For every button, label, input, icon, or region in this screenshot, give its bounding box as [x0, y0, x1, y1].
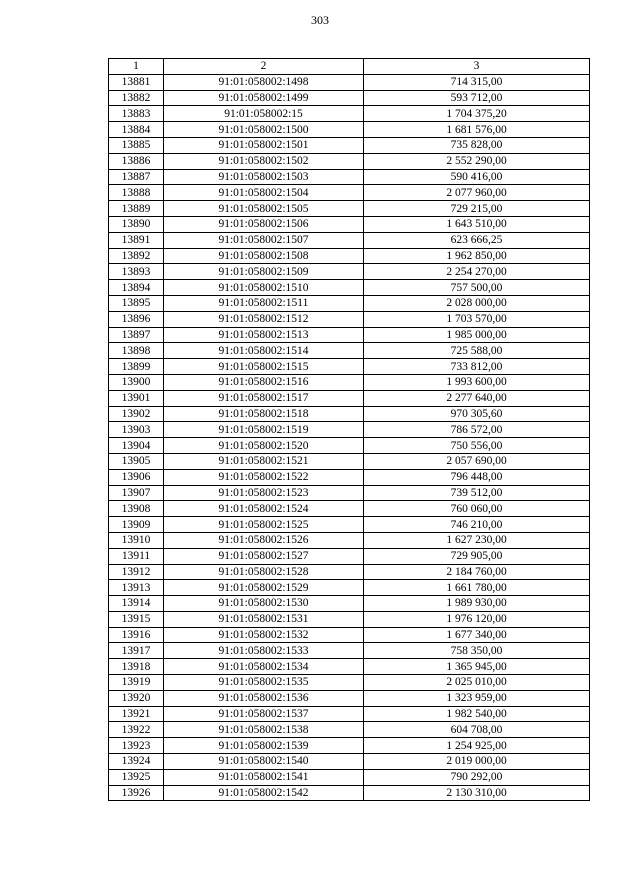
- value-cell: 739 512,00: [364, 485, 590, 501]
- table-row: [109, 485, 590, 501]
- cadastral-number-cell: 91:01:058002:1541: [164, 769, 364, 785]
- value-cell: 2 019 000,00: [364, 754, 590, 770]
- table-body: [109, 74, 590, 801]
- row-number-cell: 13892: [109, 248, 164, 264]
- cadastral-number-cell: 91:01:058002:1504: [164, 185, 364, 201]
- value-cell: 796 448,00: [364, 469, 590, 485]
- row-number-cell: 13906: [109, 469, 164, 485]
- row-number-cell: 13923: [109, 738, 164, 754]
- value-cell: 1 677 340,00: [364, 627, 590, 643]
- registry-table: [108, 58, 590, 801]
- table-row: [109, 596, 590, 612]
- table-row: [109, 611, 590, 627]
- value-cell: 593 712,00: [364, 90, 590, 106]
- row-number-cell: 13902: [109, 406, 164, 422]
- table-row: [109, 232, 590, 248]
- table-row: [109, 201, 590, 217]
- cadastral-number-cell: 91:01:058002:1511: [164, 295, 364, 311]
- row-number-cell: 13919: [109, 675, 164, 691]
- table-row: [109, 248, 590, 264]
- row-number-cell: 13914: [109, 596, 164, 612]
- cadastral-number-cell: 91:01:058002:1522: [164, 469, 364, 485]
- row-number-cell: 13882: [109, 90, 164, 106]
- cadastral-number-cell: 91:01:058002:1505: [164, 201, 364, 217]
- cadastral-number-cell: 91:01:058002:1525: [164, 517, 364, 533]
- table-row: [109, 422, 590, 438]
- table-row: [109, 406, 590, 422]
- value-cell: 1 661 780,00: [364, 580, 590, 596]
- row-number-cell: 13920: [109, 690, 164, 706]
- table-row: [109, 785, 590, 801]
- cadastral-number-cell: 91:01:058002:1539: [164, 738, 364, 754]
- row-number-cell: 13917: [109, 643, 164, 659]
- value-cell: 714 315,00: [364, 74, 590, 90]
- row-number-cell: 13887: [109, 169, 164, 185]
- value-cell: 786 572,00: [364, 422, 590, 438]
- value-cell: 623 666,25: [364, 232, 590, 248]
- table-row: [109, 564, 590, 580]
- value-cell: 757 500,00: [364, 280, 590, 296]
- row-number-cell: 13905: [109, 453, 164, 469]
- cadastral-number-cell: 91:01:058002:1503: [164, 169, 364, 185]
- row-number-cell: 13912: [109, 564, 164, 580]
- row-number-cell: 13897: [109, 327, 164, 343]
- cadastral-number-cell: 91:01:058002:1528: [164, 564, 364, 580]
- row-number-cell: 13890: [109, 216, 164, 232]
- row-number-cell: 13900: [109, 374, 164, 390]
- value-cell: 1 962 850,00: [364, 248, 590, 264]
- row-number-cell: 13893: [109, 264, 164, 280]
- table-row: [109, 216, 590, 232]
- value-cell: 1 703 570,00: [364, 311, 590, 327]
- cadastral-number-cell: 91:01:058002:1520: [164, 438, 364, 454]
- row-number-cell: 13894: [109, 280, 164, 296]
- header-col-1: 1: [109, 59, 164, 75]
- value-cell: 2 028 000,00: [364, 295, 590, 311]
- value-cell: 1 993 600,00: [364, 374, 590, 390]
- value-cell: 590 416,00: [364, 169, 590, 185]
- cadastral-number-cell: 91:01:058002:1509: [164, 264, 364, 280]
- table-row: [109, 501, 590, 517]
- header-col-2: 2: [164, 59, 364, 75]
- cadastral-number-cell: 91:01:058002:1524: [164, 501, 364, 517]
- table-row: [109, 74, 590, 90]
- page-number: 303: [311, 13, 329, 27]
- value-cell: 1 976 120,00: [364, 611, 590, 627]
- cadastral-number-cell: 91:01:058002:1538: [164, 722, 364, 738]
- table-row: [109, 675, 590, 691]
- value-cell: 2 254 270,00: [364, 264, 590, 280]
- value-cell: 1 982 540,00: [364, 706, 590, 722]
- row-number-cell: 13899: [109, 359, 164, 375]
- table-row: [109, 185, 590, 201]
- table-row: [109, 343, 590, 359]
- row-number-cell: 13924: [109, 754, 164, 770]
- table-row: [109, 517, 590, 533]
- row-number-cell: 13901: [109, 390, 164, 406]
- row-number-cell: 13925: [109, 769, 164, 785]
- table-row: [109, 532, 590, 548]
- cadastral-number-cell: 91:01:058002:1513: [164, 327, 364, 343]
- cadastral-number-cell: 91:01:058002:1518: [164, 406, 364, 422]
- table-row: [109, 469, 590, 485]
- cadastral-number-cell: 91:01:058002:1521: [164, 453, 364, 469]
- table-row: [109, 122, 590, 138]
- row-number-cell: 13922: [109, 722, 164, 738]
- table-row: [109, 311, 590, 327]
- cadastral-number-cell: 91:01:058002:15: [164, 106, 364, 122]
- row-number-cell: 13915: [109, 611, 164, 627]
- value-cell: 2 184 760,00: [364, 564, 590, 580]
- value-cell: 746 210,00: [364, 517, 590, 533]
- value-cell: 733 812,00: [364, 359, 590, 375]
- table-row: [109, 722, 590, 738]
- cadastral-number-cell: 91:01:058002:1506: [164, 216, 364, 232]
- value-cell: 2 277 640,00: [364, 390, 590, 406]
- value-cell: 1 704 375,20: [364, 106, 590, 122]
- cadastral-number-cell: 91:01:058002:1529: [164, 580, 364, 596]
- table-row: [109, 769, 590, 785]
- cadastral-number-cell: 91:01:058002:1542: [164, 785, 364, 801]
- table-row: [109, 754, 590, 770]
- table-row: [109, 374, 590, 390]
- table-row: [109, 706, 590, 722]
- table-row: [109, 169, 590, 185]
- cadastral-number-cell: 91:01:058002:1510: [164, 280, 364, 296]
- row-number-cell: 13918: [109, 659, 164, 675]
- table-row: [109, 359, 590, 375]
- table-header: [109, 59, 590, 75]
- cadastral-number-cell: 91:01:058002:1508: [164, 248, 364, 264]
- value-cell: 735 828,00: [364, 137, 590, 153]
- cadastral-number-cell: 91:01:058002:1535: [164, 675, 364, 691]
- row-number-cell: 13898: [109, 343, 164, 359]
- row-number-cell: 13909: [109, 517, 164, 533]
- value-cell: 1 989 930,00: [364, 596, 590, 612]
- value-cell: 750 556,00: [364, 438, 590, 454]
- table-row: [109, 659, 590, 675]
- cadastral-number-cell: 91:01:058002:1507: [164, 232, 364, 248]
- cadastral-number-cell: 91:01:058002:1519: [164, 422, 364, 438]
- table-row: [109, 438, 590, 454]
- value-cell: 725 588,00: [364, 343, 590, 359]
- row-number-cell: 13881: [109, 74, 164, 90]
- cadastral-number-cell: 91:01:058002:1523: [164, 485, 364, 501]
- value-cell: 1 643 510,00: [364, 216, 590, 232]
- value-cell: 1 681 576,00: [364, 122, 590, 138]
- cadastral-number-cell: 91:01:058002:1540: [164, 754, 364, 770]
- cadastral-number-cell: 91:01:058002:1530: [164, 596, 364, 612]
- row-number-cell: 13916: [109, 627, 164, 643]
- cadastral-number-cell: 91:01:058002:1526: [164, 532, 364, 548]
- table-row: [109, 453, 590, 469]
- row-number-cell: 13896: [109, 311, 164, 327]
- cadastral-number-cell: 91:01:058002:1512: [164, 311, 364, 327]
- cadastral-number-cell: 91:01:058002:1501: [164, 137, 364, 153]
- cadastral-number-cell: 91:01:058002:1536: [164, 690, 364, 706]
- table-row: [109, 643, 590, 659]
- row-number-cell: 13889: [109, 201, 164, 217]
- cadastral-number-cell: 91:01:058002:1533: [164, 643, 364, 659]
- value-cell: 970 305,60: [364, 406, 590, 422]
- value-cell: 760 060,00: [364, 501, 590, 517]
- table-row: [109, 280, 590, 296]
- cadastral-number-cell: 91:01:058002:1499: [164, 90, 364, 106]
- value-cell: 729 905,00: [364, 548, 590, 564]
- table-row: [109, 264, 590, 280]
- table-row: [109, 548, 590, 564]
- cadastral-number-cell: 91:01:058002:1498: [164, 74, 364, 90]
- cadastral-number-cell: 91:01:058002:1500: [164, 122, 364, 138]
- value-cell: 604 708,00: [364, 722, 590, 738]
- cadastral-number-cell: 91:01:058002:1531: [164, 611, 364, 627]
- value-cell: 1 985 000,00: [364, 327, 590, 343]
- row-number-cell: 13907: [109, 485, 164, 501]
- table-row: [109, 690, 590, 706]
- table-row: [109, 295, 590, 311]
- table-row: [109, 327, 590, 343]
- cadastral-number-cell: 91:01:058002:1516: [164, 374, 364, 390]
- table-row: [109, 627, 590, 643]
- cadastral-number-cell: 91:01:058002:1534: [164, 659, 364, 675]
- row-number-cell: 13921: [109, 706, 164, 722]
- cadastral-number-cell: 91:01:058002:1532: [164, 627, 364, 643]
- table-row: [109, 90, 590, 106]
- value-cell: 790 292,00: [364, 769, 590, 785]
- table-row: [109, 390, 590, 406]
- cadastral-number-cell: 91:01:058002:1514: [164, 343, 364, 359]
- cadastral-number-cell: 91:01:058002:1527: [164, 548, 364, 564]
- row-number-cell: 13884: [109, 122, 164, 138]
- cadastral-number-cell: 91:01:058002:1502: [164, 153, 364, 169]
- table-row: [109, 153, 590, 169]
- value-cell: 1 627 230,00: [364, 532, 590, 548]
- value-cell: 2 077 960,00: [364, 185, 590, 201]
- row-number-cell: 13904: [109, 438, 164, 454]
- row-number-cell: 13913: [109, 580, 164, 596]
- row-number-cell: 13926: [109, 785, 164, 801]
- table-row: [109, 137, 590, 153]
- table-row: [109, 580, 590, 596]
- table-row: [109, 106, 590, 122]
- table-row: [109, 738, 590, 754]
- cadastral-number-cell: 91:01:058002:1515: [164, 359, 364, 375]
- value-cell: 1 254 925,00: [364, 738, 590, 754]
- header-col-3: 3: [364, 59, 590, 75]
- value-cell: 1 365 945,00: [364, 659, 590, 675]
- value-cell: 729 215,00: [364, 201, 590, 217]
- row-number-cell: 13911: [109, 548, 164, 564]
- header-row: [109, 59, 590, 75]
- cadastral-number-cell: 91:01:058002:1537: [164, 706, 364, 722]
- value-cell: 758 350,00: [364, 643, 590, 659]
- value-cell: 1 323 959,00: [364, 690, 590, 706]
- row-number-cell: 13910: [109, 532, 164, 548]
- value-cell: 2 025 010,00: [364, 675, 590, 691]
- row-number-cell: 13886: [109, 153, 164, 169]
- value-cell: 2 130 310,00: [364, 785, 590, 801]
- row-number-cell: 13895: [109, 295, 164, 311]
- row-number-cell: 13883: [109, 106, 164, 122]
- value-cell: 2 552 290,00: [364, 153, 590, 169]
- value-cell: 2 057 690,00: [364, 453, 590, 469]
- row-number-cell: 13891: [109, 232, 164, 248]
- row-number-cell: 13885: [109, 137, 164, 153]
- row-number-cell: 13908: [109, 501, 164, 517]
- cadastral-number-cell: 91:01:058002:1517: [164, 390, 364, 406]
- row-number-cell: 13903: [109, 422, 164, 438]
- row-number-cell: 13888: [109, 185, 164, 201]
